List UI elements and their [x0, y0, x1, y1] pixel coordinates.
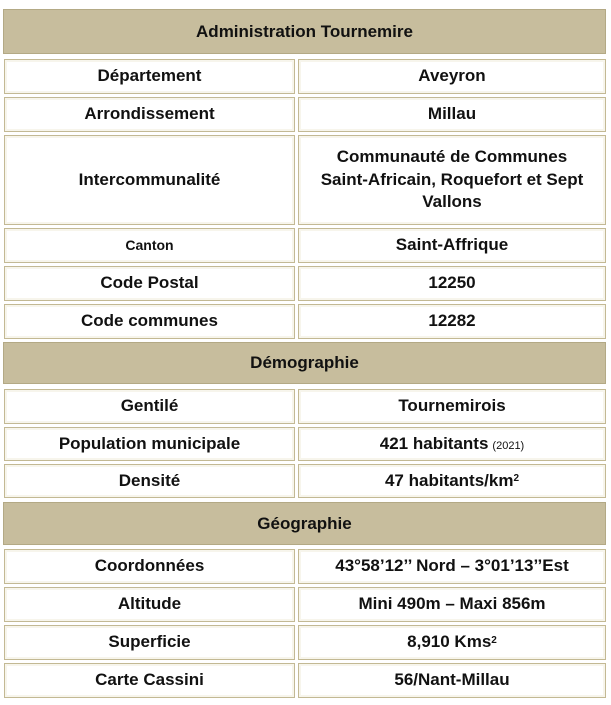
label-coordonnees: Coordonnées — [4, 549, 295, 584]
value-population: 421 habitants (2021) — [298, 427, 606, 461]
label-arrondissement: Arrondissement — [4, 97, 295, 132]
label-altitude: Altitude — [4, 587, 295, 622]
value-intercommunalite: Communauté de Communes Saint-Africain, Roquefort et Sept Vallons — [298, 135, 606, 225]
section-header-geographie — [3, 502, 606, 545]
label-population: Population municipale — [4, 427, 295, 461]
section-header-administration — [3, 9, 606, 54]
label-intercommunalite: Intercommunalité — [4, 135, 295, 225]
label-canton: Canton — [4, 228, 295, 263]
value-superficie: 8,910 Kms $^2$ — [298, 625, 606, 660]
value-code-communes: 12282 — [298, 304, 606, 339]
value-gentile: Tournemirois — [298, 389, 606, 424]
section-title: Géographie — [257, 513, 352, 533]
label-gentile: Gentilé — [4, 389, 295, 424]
value-densite: 47 habitants/km $^2$ — [298, 464, 606, 498]
value-arrondissement: Millau — [298, 97, 606, 132]
value-canton: Saint-Affrique — [298, 228, 606, 263]
label-code-postal: Code Postal — [4, 266, 295, 301]
value-altitude: Mini 490m – Maxi 856m — [298, 587, 606, 622]
value-coordonnees: 43°58’12’’ Nord – 3°01’13’’Est — [298, 549, 606, 584]
section-title: Administration Tournemire — [196, 21, 413, 41]
value-carte-cassini: 56/Nant-Millau — [298, 663, 606, 698]
section-header-demographie — [3, 342, 606, 384]
label-carte-cassini: Carte Cassini — [4, 663, 295, 698]
label-superficie: Superficie — [4, 625, 295, 660]
population-year: (2021) — [492, 439, 525, 452]
section-title: Démographie — [250, 353, 359, 372]
label-densite: Densité — [4, 464, 295, 498]
label-departement: Département — [4, 59, 295, 94]
value-code-postal: 12250 — [298, 266, 606, 301]
label-code-communes: Code communes — [4, 304, 295, 339]
value-departement: Aveyron — [298, 59, 606, 94]
